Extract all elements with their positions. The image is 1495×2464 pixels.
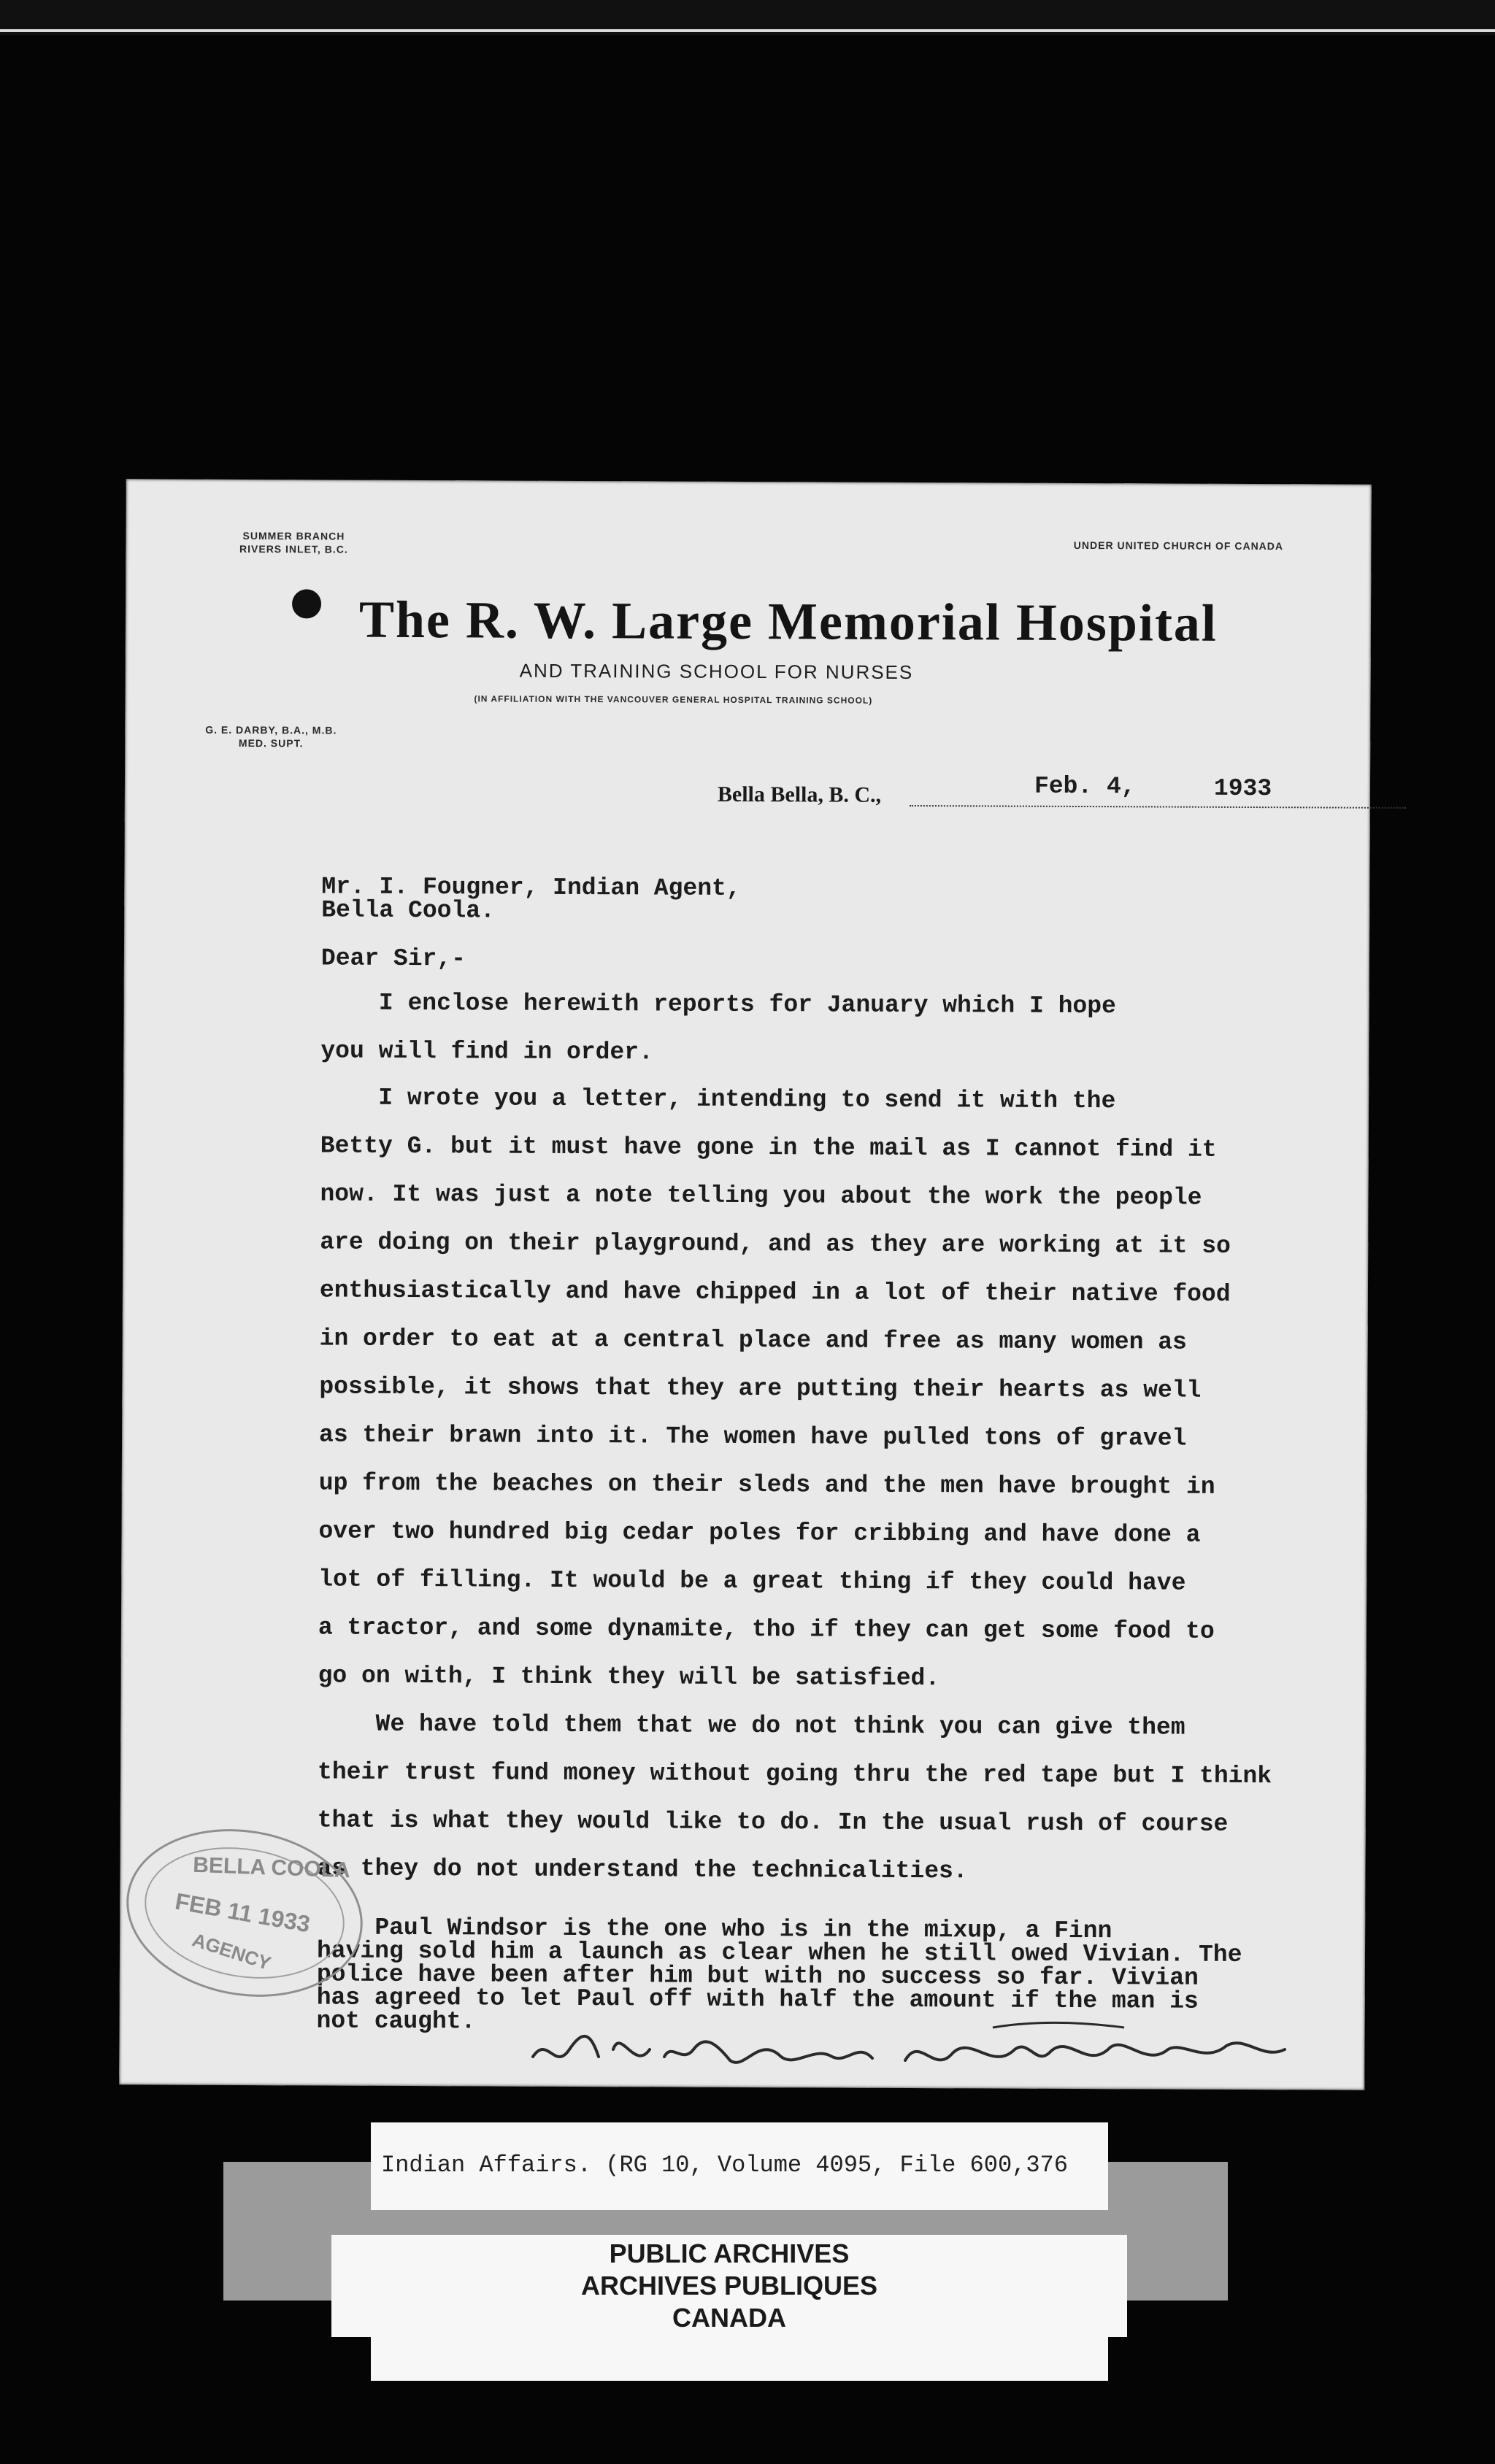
superintendent-name: G. E. DARBY, B.A., M.B. xyxy=(205,723,337,736)
text-line: a tractor, and some dynamite, tho if they can get some food to xyxy=(318,1614,1215,1645)
ink-blot-icon xyxy=(292,589,321,618)
text-line: in order to eat at a central place and free as many women as xyxy=(319,1325,1187,1356)
text-line: over two hundred big cedar poles for cribbing and have done a xyxy=(318,1517,1201,1549)
text-line: that is what they would like to do. In the usual rush of course xyxy=(317,1806,1229,1838)
text-line: up from the beaches on their sleds and the men have brought in xyxy=(318,1469,1215,1501)
text-line: lot of filling. It would be a great thing if they could have xyxy=(318,1566,1186,1597)
text-line: their trust fund money without going thru the red tape but I think xyxy=(317,1758,1272,1790)
archive-line-3: CANADA xyxy=(672,2303,786,2333)
text-line: you will find in order. xyxy=(320,1037,653,1066)
text-line: now. It was just a note telling you about the work the people xyxy=(320,1180,1202,1212)
summer-branch-label: SUMMER BRANCH xyxy=(242,529,345,542)
text-line: Paul Windsor is the one who is in the mixup, a Finn xyxy=(317,1914,1112,1945)
dateline-rule xyxy=(910,804,1406,809)
text-line: are doing on their playground, and as they are working at it so xyxy=(320,1228,1231,1260)
archive-line-2: ARCHIVES PUBLIQUES xyxy=(580,2271,878,2301)
archive-line-1: PUBLIC ARCHIVES xyxy=(609,2238,850,2268)
stamp-top-text: BELLA COOLA xyxy=(192,1852,351,1883)
paragraph-1 xyxy=(320,979,1116,1079)
handwritten-signature xyxy=(526,2006,1299,2086)
recipient-line-2: Bella Coola. xyxy=(321,896,495,925)
archive-label-card xyxy=(331,2235,1127,2337)
text-line: We have told them that we do not think you can give them xyxy=(318,1710,1185,1741)
text-line: police have been after him but with no success so far. Vivian xyxy=(316,1960,1199,1992)
dateline-place: Bella Bella, B. C., xyxy=(717,782,882,807)
text-line: I enclose herewith reports for January which I hope xyxy=(320,989,1116,1020)
recipient-line-1: Mr. I. Fougner, Indian Agent, xyxy=(321,873,741,902)
text-line: not caught. xyxy=(316,2007,476,2036)
stamp-bottom-text: AGENCY xyxy=(189,1928,274,1975)
dateline-date: Feb. 4, xyxy=(1034,772,1136,801)
text-line: I wrote you a letter, intending to send it with the xyxy=(320,1084,1116,1115)
hospital-name: The R. W. Large Memorial Hospital xyxy=(358,590,1218,652)
text-line: having sold him a launch as clear when he still owed Vivian. The xyxy=(316,1937,1242,1968)
superintendent-block xyxy=(191,723,351,750)
text-line: go on with, I think they will be satisfied. xyxy=(318,1662,940,1693)
hospital-affiliation: (IN AFFILIATION WITH THE VANCOUVER GENERAL HOSPITAL TRAINING SCHOOL) xyxy=(474,693,873,706)
church-affiliation: UNDER UNITED CHURCH OF CANADA xyxy=(1073,539,1284,553)
stamp-date: FEB 11 1933 xyxy=(173,1887,312,1938)
summer-branch-location: RIVERS INLET, B.C. xyxy=(239,542,348,555)
text-line: Betty G. but it must have gone in the mail as I cannot find it xyxy=(320,1132,1217,1163)
paragraph-2 xyxy=(318,1074,1231,1703)
archive-label xyxy=(331,2235,1127,2334)
hospital-subtitle: AND TRAINING SCHOOL FOR NURSES xyxy=(519,659,914,683)
reference-card xyxy=(371,2122,1108,2210)
archive-reference: Indian Affairs. (RG 10, Volume 4095, File 600,376 xyxy=(381,2152,1068,2179)
salutation: Dear Sir,- xyxy=(320,944,466,973)
superintendent-title: MED. SUPT. xyxy=(238,736,304,750)
summer-branch-block xyxy=(220,529,366,556)
text-line: enthusiastically and have chipped in a lot of their native food xyxy=(319,1277,1231,1308)
dateline-year: 1933 xyxy=(1213,774,1272,803)
paragraph-3 xyxy=(317,1700,1272,1897)
text-line: as they do not understand the technicalities. xyxy=(317,1855,968,1885)
film-edge-line xyxy=(0,29,1495,32)
text-line: possible, it shows that they are putting their hearts as well xyxy=(319,1373,1202,1404)
text-line: as their brawn into it. The women have pulled tons of gravel xyxy=(319,1421,1187,1452)
archive-lower-card xyxy=(371,2337,1108,2381)
text-line: has agreed to let Paul off with half the amount if the man is xyxy=(316,1984,1199,2015)
